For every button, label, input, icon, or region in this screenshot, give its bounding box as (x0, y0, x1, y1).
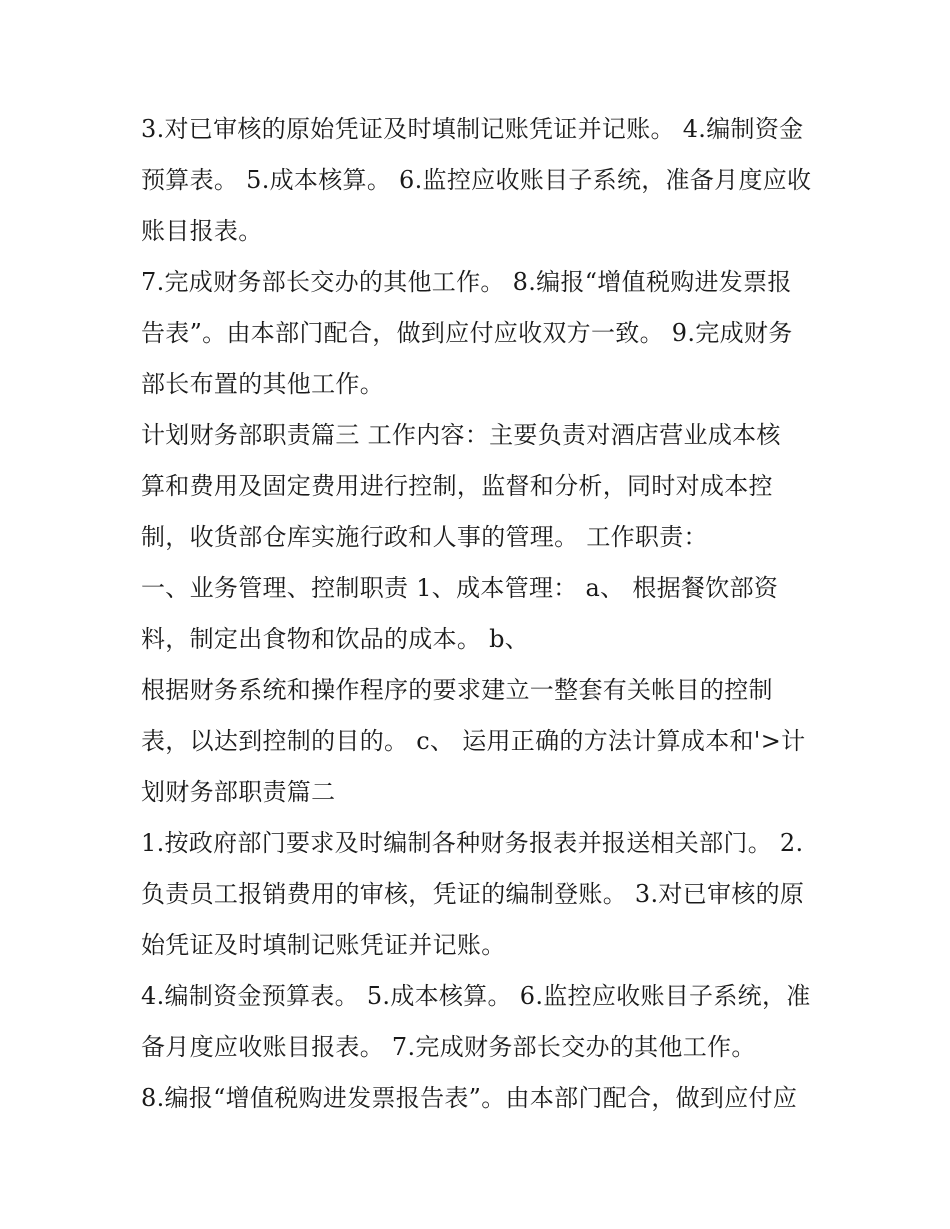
text-line-17: 始凭证及时填制记账凭证并记账。 (141, 931, 506, 959)
document-body (141, 104, 841, 1124)
text-line-1: 3.对已审核的原始凭证及时填制记账凭证并记账。 4.编制资金 (141, 115, 804, 143)
text-line-8: 算和费用及固定费用进行控制，监督和分析，同时对成本控 (141, 472, 773, 500)
text-line-19: 备月度应收账目报表。 7.完成财务部长交办的其他工作。 (141, 1033, 756, 1061)
text-line-14: 划财务部职责篇二 (141, 778, 336, 806)
text-line-9: 制，收货部仓库实施行政和人事的管理。 工作职责： (141, 523, 708, 551)
text-line-16: 负责员工报销费用的审核，凭证的编制登账。 3.对已审核的原 (141, 880, 805, 908)
text-line-2: 预算表。 5.成本核算。 6.监控应收账目子系统，准备月度应收 (141, 166, 812, 194)
text-line-4: 7.完成财务部长交办的其他工作。 8.编报“增值税购进发票报 (141, 268, 792, 296)
text-line-13: 表，以达到控制的目的。 c、 运用正确的方法计算成本和'>计 (141, 727, 806, 755)
text-line-3: 账目报表。 (141, 217, 263, 245)
text-line-11: 料，制定出食物和饮品的成本。 b、 (141, 625, 530, 653)
text-line-18: 4.编制资金预算表。 5.成本核算。 6.监控应收账目子系统，准 (141, 982, 811, 1010)
text-line-5: 告表”。由本部门配合，做到应付应收双方一致。 9.完成财务 (141, 319, 793, 347)
text-line-10: 一、业务管理、控制职责 1、成本管理： a、 根据餐饮部资 (141, 574, 779, 602)
text-line-15: 1.按政府部门要求及时编制各种财务报表并报送相关部门。 2. (141, 829, 804, 857)
text-line-6: 部长布置的其他工作。 (141, 370, 384, 398)
text-line-12: 根据财务系统和操作程序的要求建立一整套有关帐目的控制 (141, 676, 773, 704)
text-line-20: 8.编报“增值税购进发票报告表”。由本部门配合，做到应付应 (141, 1084, 798, 1112)
text-line-7: 计划财务部职责篇三 工作内容：主要负责对酒店营业成本核 (141, 421, 781, 449)
